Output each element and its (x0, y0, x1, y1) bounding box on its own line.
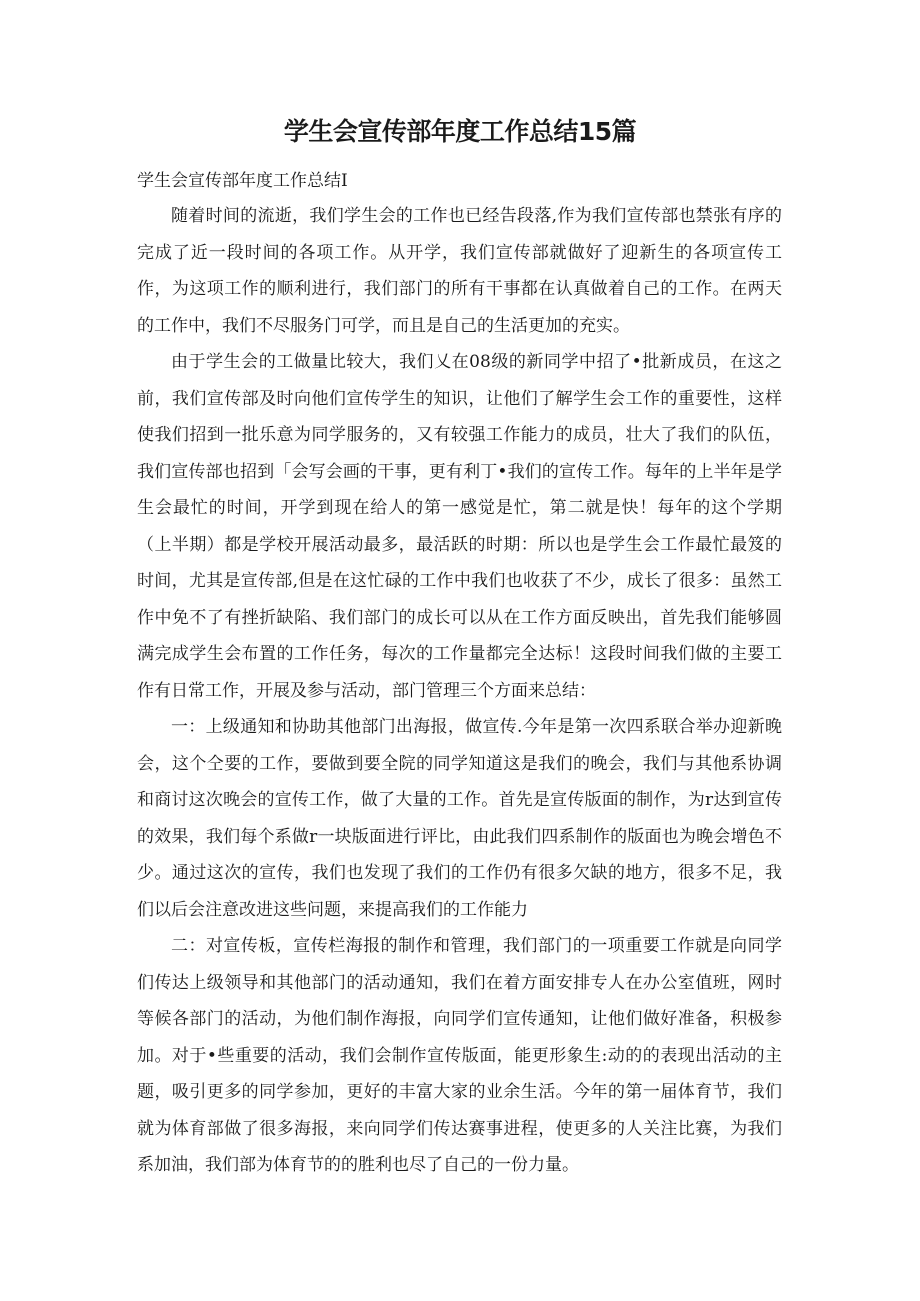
document-subtitle: 学生会宣传部年度工作总结I (137, 171, 348, 191)
document-title: 学生会宣传部年度工作总结15篇 (283, 117, 637, 146)
paragraph-3: 一：上级通知和协助其他部门出海报，做宣传.今年是第一次四系联合举办迎新晚会，这个仝要的工作，要做到要全院的同学知道这是我们的晚会，我们与其他系协调和商讨这次晚会的宣传工作，做了大量的工作。首先是宣传版面的制作，为r达到宣传的效果，我们每个系做r一块版面进行评比，由此我们四系制作的版面也为晚会增色不少。通过这次的宣传，我们也发现了我们的工作仍有很多欠缺的地方，很多不足，我们以后会注意改进这些问题，来提高我们的工作能力 (137, 717, 782, 920)
paragraph-2: 由于学生会的工做量比较大，我们乂在08级的新同学中招了•批新成员，在这之前，我们宣传部及时向他们宣传学生的知识，让他们了解学生会工作的重要性，这样使我们招到一批乐意为同学服务的，又有较强工作能力的成员，壮大了我们的队伍，我们宣传部也招到「会写会画的干事，更有利丁•我们的宣传工作。每年的上半年是学生会最忙的时间，开学到现在给人的第一感觉是忙，第二就是快！每年的这个学期（上半期）都是学校开展活动最多，最活跃的时期：所以也是学生会工作最忙最笈的时间，尤其是宣传部,但是在这忙碌的工作中我们也收获了不少，成长了很多：虽然工作中免不了有挫折缺陷、我们部门的成长可以从在工作方面反映出，首先我们能够圆满完成学生会布置的工作任务，每次的工作量都完全达标！这段时间我们做的主要工作有日常工作，开展及参与活动，部门管理三个方面来总结： (137, 352, 782, 701)
document-body (137, 198, 782, 1184)
paragraph-4: 二：对宣传板，宣传栏海报的制作和管理，我们部门的一项重要工作就是向同学们传达上级领导和其他部门的活动通知，我们在着方面安排专人在办公室值班，网时等候各部门的活动，为他们制作海报，向同学们宣传通知，让他们做好准备，积极参加。对于•些重要的活动，我们会制作宣传版面，能更形象生:动的的表现出活动的主题，吸引更多的同学参加，更好的丰富大家的业余生活。今年的第一届体育节，我们就为体育部做了很多海报，来向同学们传达赛事进程，使更多的人关注比赛，为我们系加油，我们部为体育节的的胜利也尽了自己的一份力量。 (137, 936, 782, 1175)
paragraph-1: 随着时间的流逝，我们学生会的工作也已经告段落,作为我们宣传部也禁张有序的完成了近一段时间的各项工作。从开学，我们宣传部就做好了迎新生的各项宣传工作，为这项工作的顺利进行，我们部门的所有干事都在认真做着自己的工作。在两天的工作中，我们不尽服务门可学，而且是自己的生活更加的充实。 (137, 206, 782, 336)
